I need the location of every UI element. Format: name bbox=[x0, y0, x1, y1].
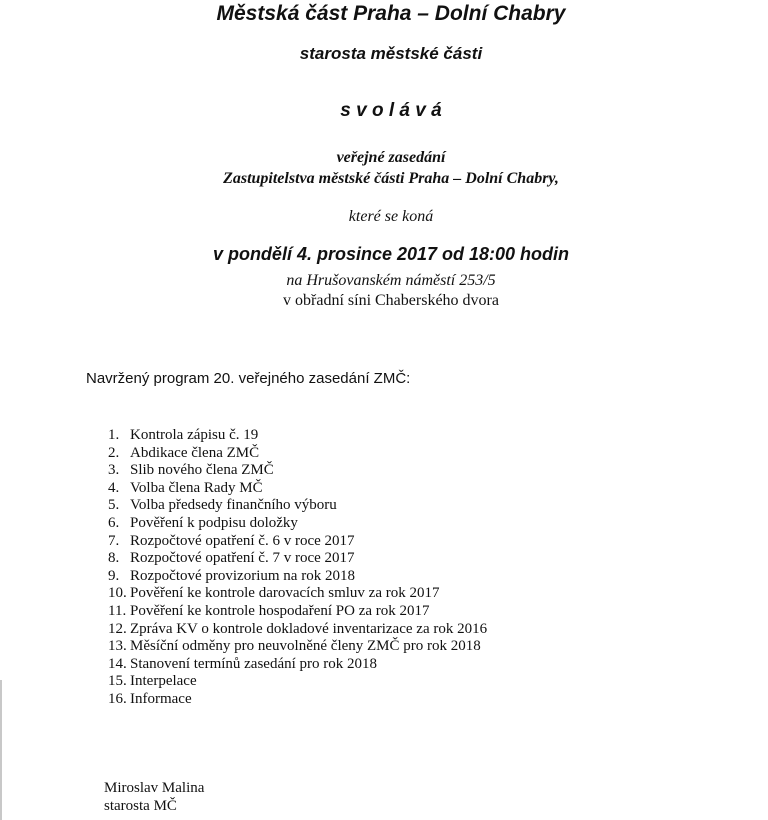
agenda-item-text: Měsíční odměny pro neuvolněné členy ZMČ pro rok 2018 bbox=[130, 638, 481, 655]
agenda-item-text: Interpelace bbox=[130, 673, 197, 690]
agenda-item-number: 3. bbox=[108, 462, 120, 479]
agenda-item-text: Stanovení termínů zasedání pro rok 2018 bbox=[130, 655, 378, 672]
agenda-item-number: 14. bbox=[108, 655, 127, 672]
agenda-item-text: Slib nového člena ZMČ bbox=[130, 462, 274, 479]
meeting-room: v obřadní síni Chaberského dvora bbox=[283, 292, 499, 309]
agenda-item bbox=[108, 480, 487, 498]
agenda-item bbox=[108, 515, 487, 533]
agenda-item-text: Volba předsedy finančního výboru bbox=[130, 497, 337, 514]
agenda-item-text: Abdikace člena ZMČ bbox=[130, 444, 260, 461]
meeting-held-label: které se koná bbox=[348, 208, 434, 225]
meeting-type: veřejné zasedání bbox=[336, 149, 446, 166]
agenda-item-text: Rozpočtové opatření č. 6 v roce 2017 bbox=[130, 532, 355, 549]
agenda-item bbox=[108, 656, 487, 674]
agenda-item-text: Pověření ke kontrole darovacích smluv za rok 2017 bbox=[130, 585, 440, 602]
agenda-item bbox=[108, 585, 487, 603]
signatory-name: Miroslav Malina bbox=[104, 780, 205, 796]
document-subtitle: starosta městské části bbox=[299, 44, 483, 63]
agenda-item bbox=[108, 691, 487, 709]
agenda-item bbox=[108, 638, 487, 656]
agenda-item-number: 6. bbox=[108, 514, 120, 531]
agenda-item-number: 2. bbox=[108, 444, 120, 461]
agenda-item bbox=[108, 497, 487, 515]
agenda-item-text: Volba člena Rady MČ bbox=[130, 479, 263, 496]
agenda-item bbox=[108, 621, 487, 639]
agenda-item-text: Kontrola zápisu č. 19 bbox=[130, 427, 259, 443]
agenda-item-text: Zpráva KV o kontrole dokladové inventarizace za rok 2016 bbox=[130, 620, 488, 637]
agenda-item-number: 1. bbox=[108, 427, 120, 443]
agenda-item bbox=[108, 445, 487, 463]
signature-block bbox=[104, 779, 204, 815]
program-heading: Navržený program 20. veřejného zasedání ZMČ: bbox=[86, 370, 411, 387]
signatory-role: starosta MČ bbox=[104, 798, 177, 814]
agenda-item-number: 16. bbox=[108, 690, 127, 707]
agenda-item bbox=[108, 568, 487, 586]
meeting-body: Zastupitelstva městské části Praha – Dolní Chabry, bbox=[223, 170, 559, 187]
agenda-list bbox=[108, 427, 487, 709]
agenda-item-text: Pověření k podpisu doložky bbox=[130, 514, 298, 531]
agenda-item bbox=[108, 462, 487, 480]
agenda-item-number: 5. bbox=[108, 497, 120, 514]
meeting-place: na Hrušovanském náměstí 253/5 bbox=[286, 272, 496, 289]
agenda-item-number: 11. bbox=[108, 602, 127, 619]
agenda-item-number: 8. bbox=[108, 550, 120, 567]
meeting-datetime: v pondělí 4. prosince 2017 od 18:00 hodin bbox=[212, 244, 570, 264]
agenda-item-text: Rozpočtové opatření č. 7 v roce 2017 bbox=[130, 550, 355, 567]
agenda-item-number: 13. bbox=[108, 638, 127, 655]
agenda-item-number: 4. bbox=[108, 479, 120, 496]
agenda-item-number: 10. bbox=[108, 585, 127, 602]
convenes-heading: s v o l á v á bbox=[340, 100, 442, 121]
agenda-item-text: Pověření ke kontrole hospodaření PO za rok 2017 bbox=[130, 602, 430, 619]
agenda-item bbox=[108, 603, 487, 621]
agenda-item bbox=[108, 533, 487, 551]
scan-edge-line bbox=[0, 680, 2, 820]
agenda-item-number: 7. bbox=[108, 532, 120, 549]
agenda-item bbox=[108, 673, 487, 691]
agenda-item bbox=[108, 427, 487, 445]
agenda-item-number: 15. bbox=[108, 673, 127, 690]
agenda-item-text: Rozpočtové provizorium na rok 2018 bbox=[130, 567, 355, 584]
document-title: Městská část Praha – Dolní Chabry bbox=[216, 2, 566, 25]
agenda-item-number: 12. bbox=[108, 620, 127, 637]
agenda-item-text: Informace bbox=[130, 690, 192, 707]
agenda-item bbox=[108, 550, 487, 568]
agenda-item-number: 9. bbox=[108, 567, 120, 584]
